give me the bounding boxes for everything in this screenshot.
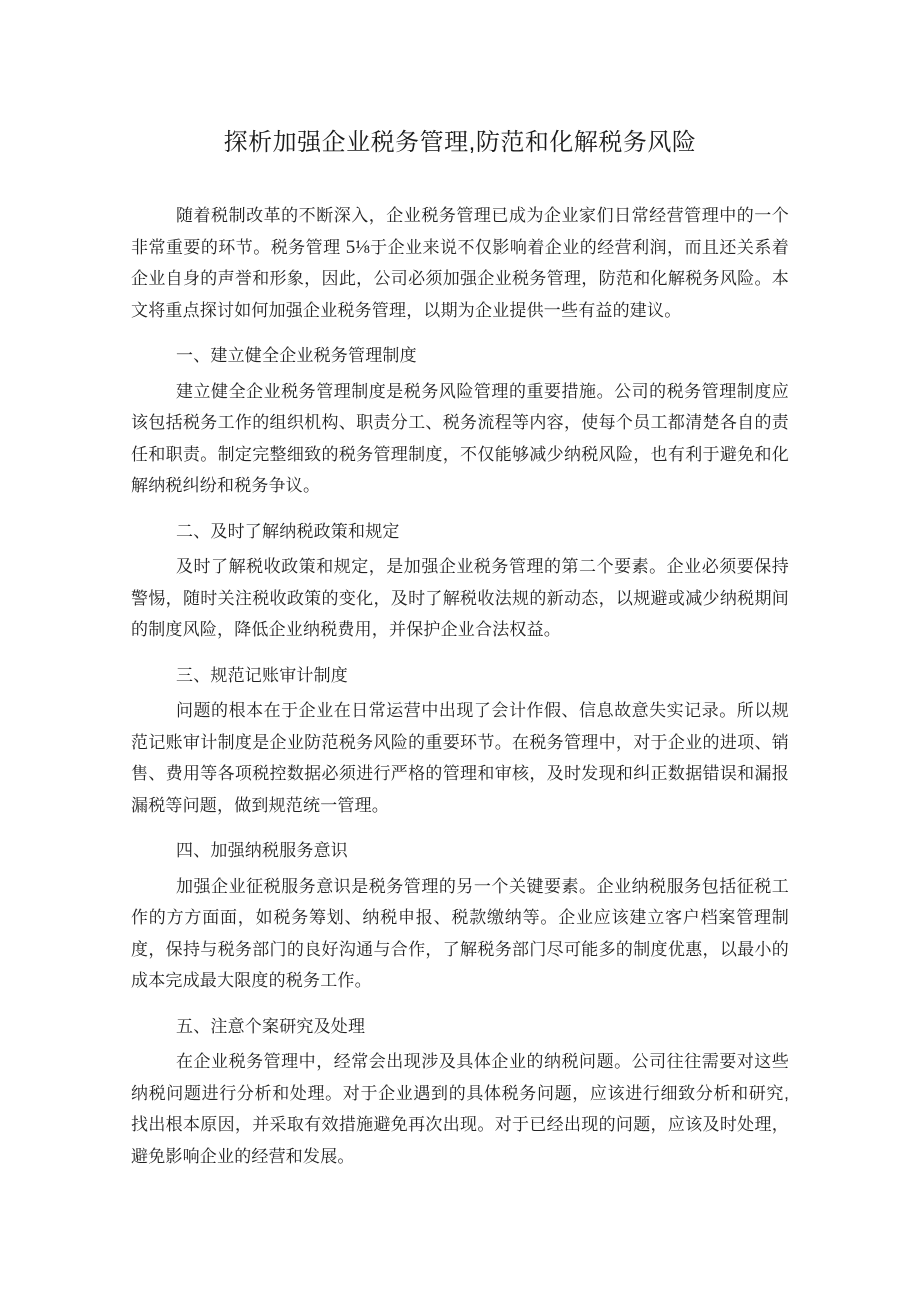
intro-fraction-artifact: 5⅛: [345, 236, 370, 258]
section-paragraph-5: 在企业税务管理中，经常会出现涉及具体企业的纳税问题。公司往往需要对这些纳税问题进行分析和处理。对于企业遇到的具体税务问题，应该进行细致分析和研究,找出根本原因，并采取有效措施避免再次出现。对于已经出现的问题，应该及时处理，避免影响企业的经营和发展。: [131, 1052, 789, 1166]
section-heading-3: 三、规范记账审计制度: [176, 665, 348, 685]
section-paragraph-4: 加强企业征税服务意识是税务管理的另一个关键要素。企业纳税服务包括征税工作的方方面面，如税务筹划、纳税申报、税款缴纳等。企业应该建立客户档案管理制度，保持与税务部门的良好沟通与合作，了解税务部门尽可能多的制度优惠，以最小的成本完成最大限度的税务工作。: [131, 876, 789, 990]
intro-text-part2: 于企业来说不仅影响着企业的经营利润，而且还关系着企业自身的声誉和形象，因此，公司必须加强企业税务管理，防范和化解税务风险。本文将重点探讨如何加强企业税务管理，以期为企业提供一些有益的建议。: [131, 237, 789, 320]
section-heading-2: 二、及时了解纳税政策和规定: [176, 521, 400, 541]
section-heading-4: 四、加强纳税服务意识: [176, 841, 348, 860]
intro-paragraph: [131, 200, 789, 326]
section-paragraph-1: 建立健全企业税务管理制度是税务风险管理的重要措施。公司的税务管理制度应该包括税务工作的组织机构、职责分工、税务流程等内容，使每个员工都清楚各自的责任和职责。制定完整细致的税务管理制度，不仅能够减少纳税风险，也有利于避免和化解纳税纠纷和税务争议。: [131, 381, 789, 495]
section-heading-5: 五、注意个案研究及处理: [176, 1016, 366, 1036]
section-paragraph-3: 问题的根本在于企业在日常运营中出现了会计作假、信息故意失实记录。所以规范记账审计制度是企业防范税务风险的重要环节。在税务管理中，对于企业的进项、销售、费用等各项税控数据必须进行严格的管理和审核，及时发现和纠正数据错误和漏报漏税等问题，做到规范统一管理。: [131, 701, 789, 815]
section-heading-1: 一、建立健全企业税务管理制度: [176, 346, 417, 365]
document-title: 探析加强企业税务管理,防范和化解税务风险: [223, 129, 697, 156]
intro-text-part1: 随着税制改革的不断深入，企业税务管理已成为企业家们日常经营管理中的一个非常重要的环节。税务管理: [131, 206, 789, 257]
section-paragraph-2: 及时了解税收政策和规定，是加强企业税务管理的第二个要素。企业必须要保持警惕，随时关注税收政策的变化，及时了解税收法规的新动态，以规避或减少纳税期间的制度风险，降低企业纳税费用，并保护企业合法权益。: [131, 557, 789, 639]
